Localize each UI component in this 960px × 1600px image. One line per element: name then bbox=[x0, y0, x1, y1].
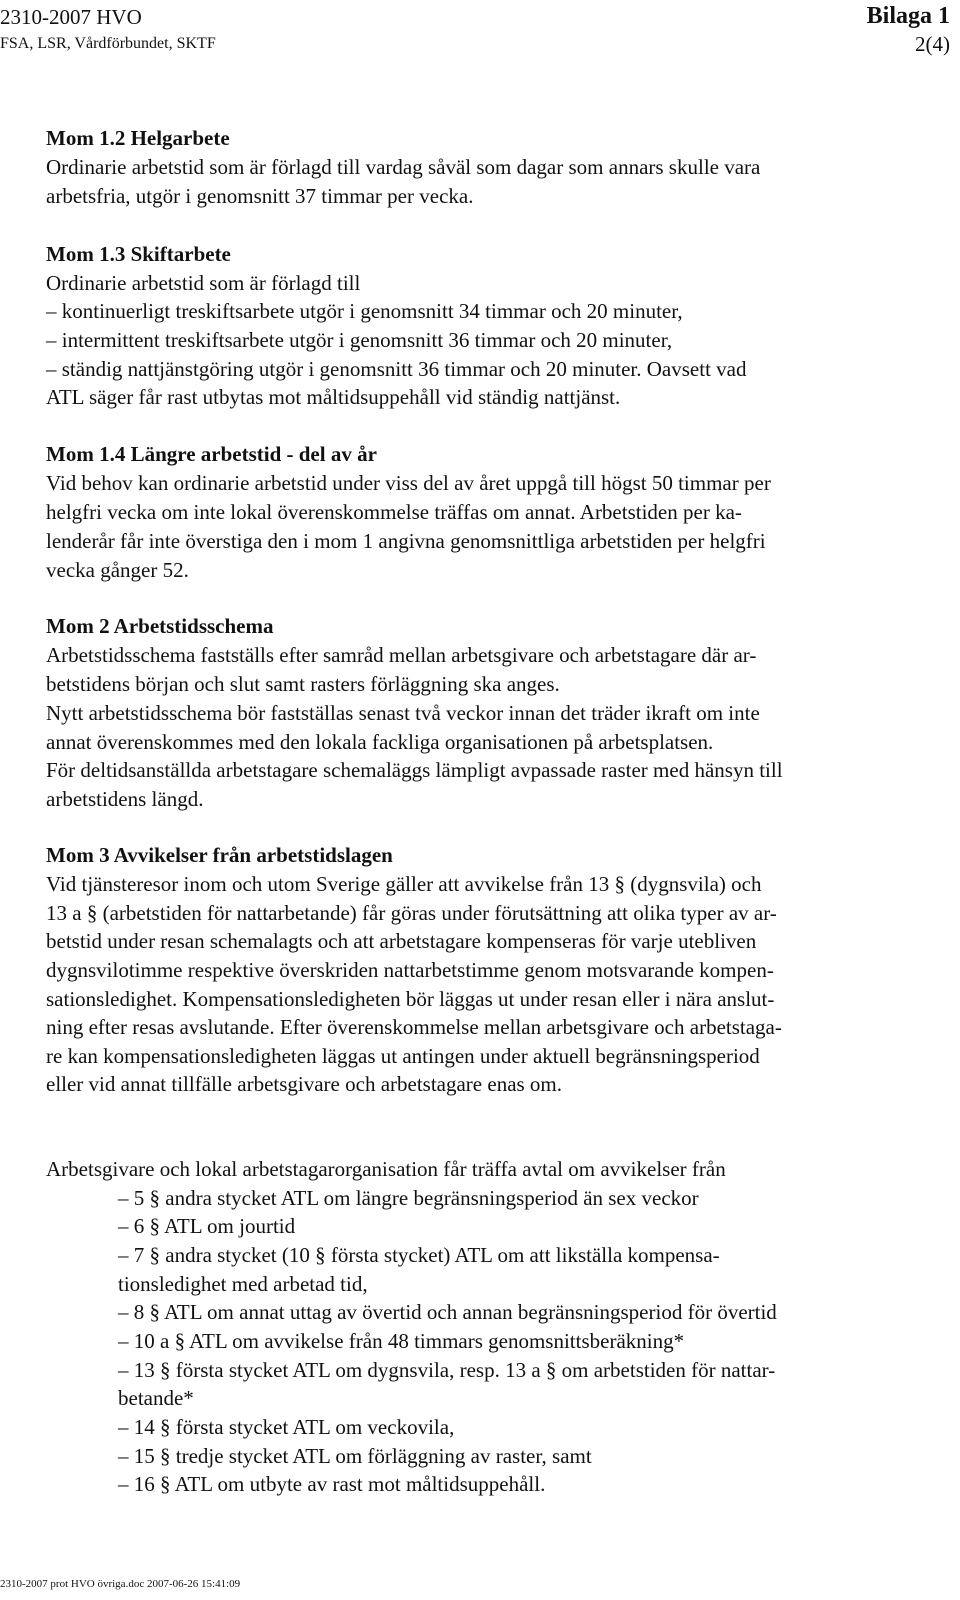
paragraph-line: re kan kompensationsledigheten läggas ut antingen under aktuell begränsningsperiod bbox=[46, 1044, 760, 1068]
list-item: – 10 a § ATL om avvikelse från 48 timmars genomsnittsberäkning* bbox=[118, 1329, 685, 1353]
list-item: – 6 § ATL om jourtid bbox=[118, 1214, 296, 1238]
list-item: – ständig nattjänstgöring utgör i genomsnitt 36 timmar och 20 minuter. Oavsett vad bbox=[46, 357, 747, 381]
paragraph-line: Arbetstidsschema fastställs efter samråd mellan arbetsgivare och arbetstagare där ar- bbox=[46, 643, 757, 667]
list-item: – intermittent treskiftsarbete utgör i genomsnitt 36 timmar och 20 minuter, bbox=[46, 328, 673, 352]
paragraph-line: Ordinarie arbetstid som är förlagd till vardag såväl som dagar som annars skulle vara bbox=[46, 155, 761, 179]
paragraph-line: lenderår får inte överstiga den i mom 1 angivna genomsnittliga arbetstiden per helgfri bbox=[46, 529, 766, 553]
paragraph-line: helgfri vecka om inte lokal överenskommelse träffas om annat. Arbetstiden per ka- bbox=[46, 500, 742, 524]
paragraph-line: sationsledighet. Kompensationsledigheten bör läggas ut under resan eller i nära anslut- bbox=[46, 987, 775, 1011]
page-number: 2(4) bbox=[915, 32, 950, 56]
paragraph-line: ATL säger får rast utbytas mot måltidsuppehåll vid ständig nattjänst. bbox=[46, 385, 621, 409]
paragraph-line: 13 a § (arbetstiden för nattarbetande) får göras under förutsättning att olika typer av ar- bbox=[46, 901, 777, 925]
paragraph-line: betstidens början och slut samt rasters förläggning ska anges. bbox=[46, 672, 560, 696]
section-heading: Mom 1.4 Längre arbetstid - del av år bbox=[46, 442, 377, 466]
paragraph-line: Vid tjänsteresor inom och utom Sverige gäller att avvikelse från 13 § (dygnsvila) och bbox=[46, 872, 762, 896]
list-item: – 7 § andra stycket (10 § första stycket) ATL om att likställa kompensa- bbox=[118, 1243, 720, 1267]
paragraph-line: eller vid annat tillfälle arbetsgivare och arbetstagare enas om. bbox=[46, 1072, 563, 1096]
section-heading: Mom 1.2 Helgarbete bbox=[46, 126, 230, 150]
list-item: – kontinuerligt treskiftsarbete utgör i genomsnitt 34 timmar och 20 minuter, bbox=[46, 299, 683, 323]
list-item: – 15 § tredje stycket ATL om förläggning av raster, samt bbox=[118, 1444, 592, 1468]
paragraph-line: Vid behov kan ordinarie arbetstid under viss del av året uppgå till högst 50 timmar per bbox=[46, 471, 771, 495]
paragraph-line: Nytt arbetstidsschema bör fastställas senast två veckor innan det träder ikraft om inte bbox=[46, 701, 760, 725]
paragraph-line: annat överenskommes med den lokala fackliga organisationen på arbetsplatsen. bbox=[46, 730, 714, 754]
document-parties: FSA, LSR, Vårdförbundet, SKTF bbox=[0, 35, 216, 52]
section-heading: Mom 3 Avvikelser från arbetstidslagen bbox=[46, 843, 393, 867]
paragraph-line: dygnsvilotimme respektive överskriden nattarbetstimme genom motsvarande kompen- bbox=[46, 958, 774, 982]
section-heading: Mom 2 Arbetstidsschema bbox=[46, 614, 274, 638]
document-id: 2310-2007 HVO bbox=[0, 5, 142, 29]
footer-filename: 2310-2007 prot HVO övriga.doc 2007-06-26 15:41:09 bbox=[0, 1578, 241, 1590]
paragraph-line: arbetsfria, utgör i genomsnitt 37 timmar per vecka. bbox=[46, 184, 474, 208]
list-item: – 14 § första stycket ATL om veckovila, bbox=[118, 1415, 455, 1439]
list-item-continuation: betande* bbox=[118, 1386, 194, 1410]
list-item: – 13 § första stycket ATL om dygnsvila, resp. 13 a § om arbetstiden för nattar- bbox=[118, 1358, 776, 1382]
paragraph-line: betstid under resan schemalagts och att arbetstagare kompenseras för varje utebliven bbox=[46, 929, 757, 953]
paragraph-line: Arbetsgivare och lokal arbetstagarorganisation får träffa avtal om avvikelser från bbox=[46, 1157, 726, 1181]
list-item: – 8 § ATL om annat uttag av övertid och annan begränsningsperiod för övertid bbox=[118, 1300, 777, 1324]
paragraph-line: ning efter resas avslutande. Efter överenskommelse mellan arbetsgivare och arbetstaga- bbox=[46, 1015, 782, 1039]
paragraph-line: arbetstidens längd. bbox=[46, 787, 204, 811]
list-item: – 5 § andra stycket ATL om längre begränsningsperiod än sex veckor bbox=[118, 1186, 699, 1210]
list-item-continuation: tionsledighet med arbetad tid, bbox=[118, 1272, 368, 1296]
appendix-label: Bilaga 1 bbox=[866, 3, 950, 29]
paragraph-line: För deltidsanställda arbetstagare schemaläggs lämpligt avpassade raster med hänsyn till bbox=[46, 758, 783, 782]
section-heading: Mom 1.3 Skiftarbete bbox=[46, 242, 231, 266]
paragraph-line: Ordinarie arbetstid som är förlagd till bbox=[46, 271, 361, 295]
paragraph-line: vecka gånger 52. bbox=[46, 558, 189, 582]
list-item: – 16 § ATL om utbyte av rast mot måltidsuppehåll. bbox=[118, 1472, 546, 1496]
